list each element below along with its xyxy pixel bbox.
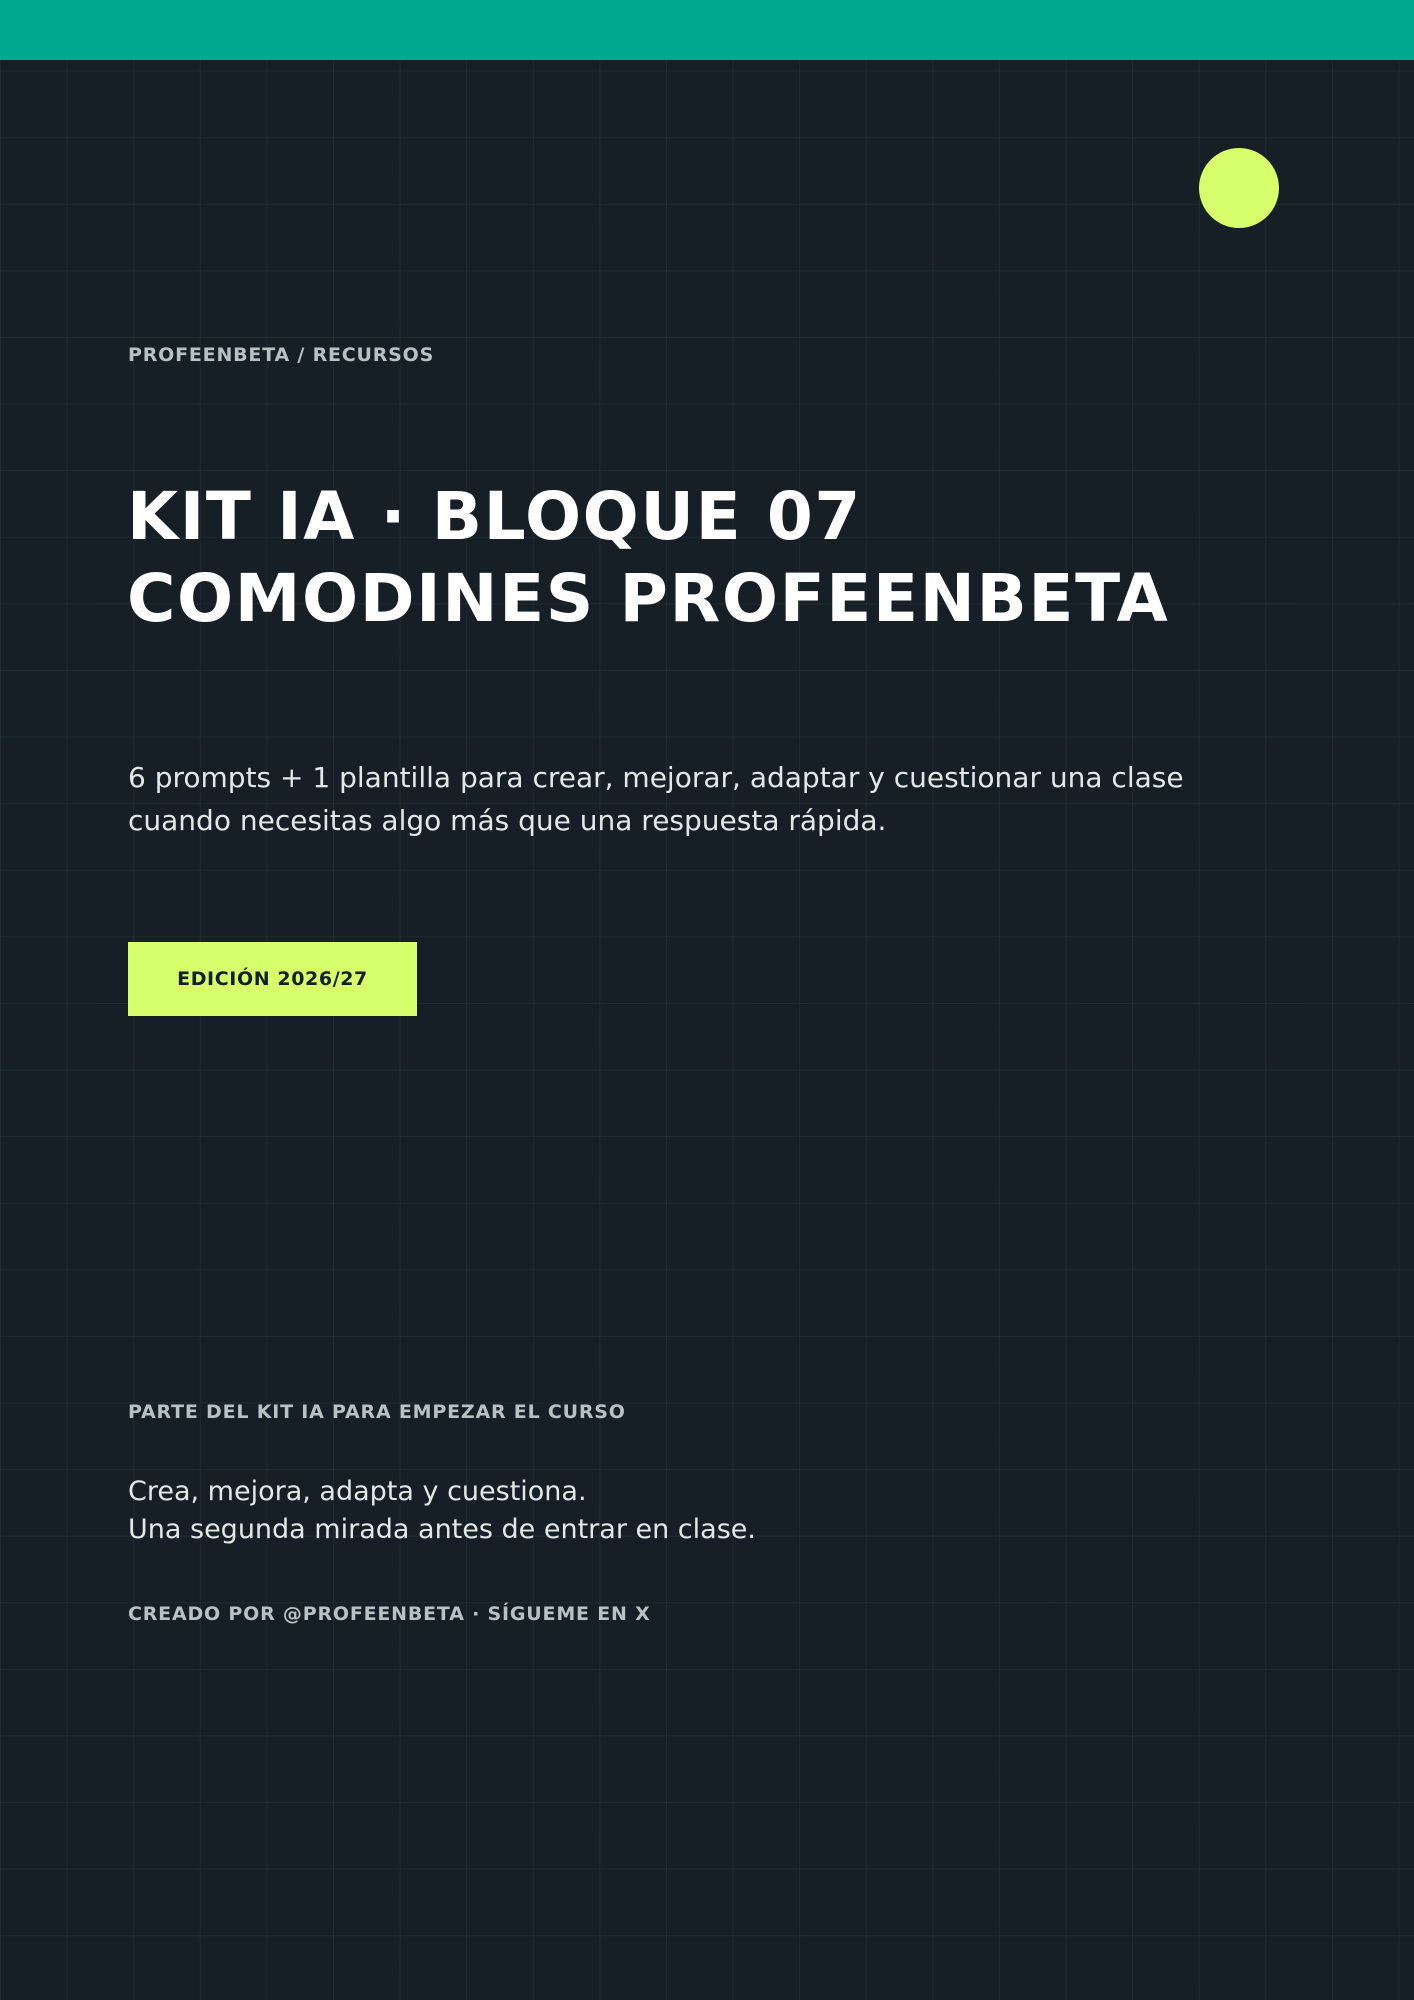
footer-tagline-line-1: Crea, mejora, adapta y cuestiona.: [128, 1476, 587, 1507]
page-title-line-2: COMODINES PROFEENBETA: [127, 560, 1170, 637]
footer-eyebrow: PARTE DEL KIT IA PARA EMPEZAR EL CURSO: [128, 1401, 626, 1423]
breadcrumb-eyebrow: PROFEENBETA / RECURSOS: [128, 344, 435, 366]
page-subtitle: 6 prompts + 1 plantilla para crear, mejorar, adaptar y cuestionar una clase cuando necesitas algo más que una respuesta rápida.: [128, 761, 1184, 837]
footer-tagline: [128, 1473, 756, 1549]
page-title: [127, 476, 1169, 640]
accent-dot: [1199, 148, 1279, 228]
top-accent-bar: [0, 0, 1414, 60]
footer-tagline-line-2: Una segunda mirada antes de entrar en clase.: [128, 1514, 756, 1545]
footer-credit: CREADO POR @PROFEENBETA · SÍGUEME EN X: [128, 1603, 651, 1625]
page-title-line-1: KIT IA · BLOQUE 07: [127, 478, 862, 555]
edition-badge: EDICIÓN 2026/27: [128, 942, 417, 1016]
